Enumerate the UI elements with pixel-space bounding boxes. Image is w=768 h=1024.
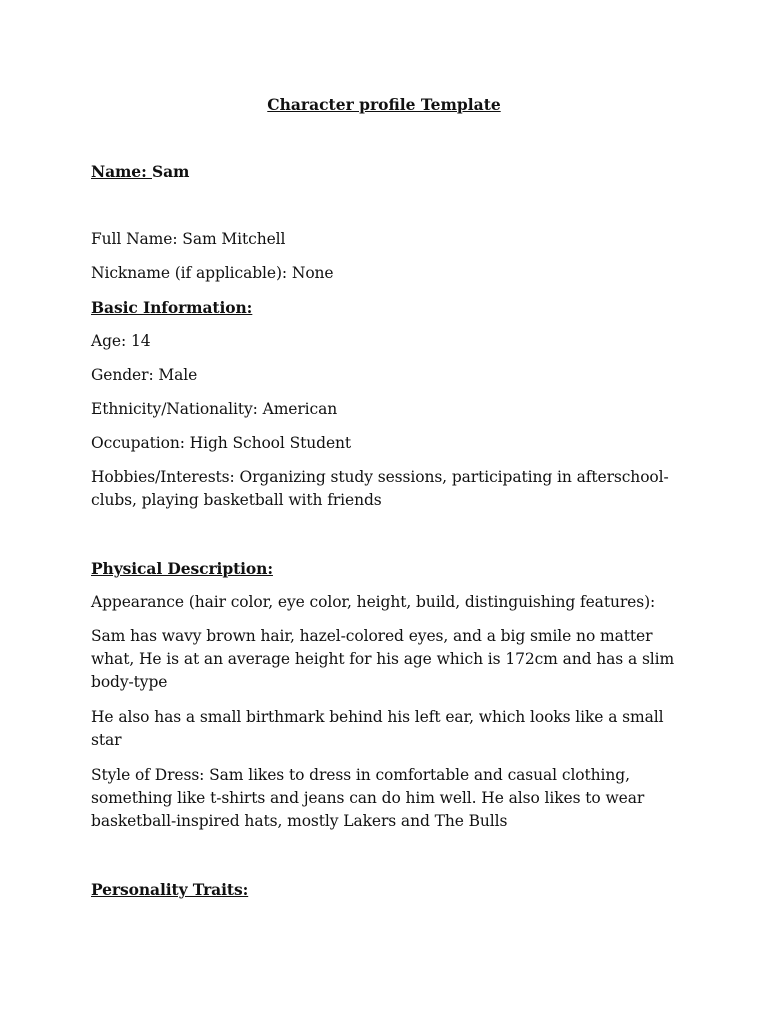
name-value: Sam	[152, 162, 190, 181]
nickname-line: Nickname (if applicable): None	[91, 264, 334, 282]
personality-traits-heading: Personality Traits:	[91, 880, 249, 899]
birthmark-paragraph: He also has a small birthmark behind his left ear, which looks like a small star	[91, 708, 664, 749]
physical-description-heading: Physical Description:	[91, 559, 273, 578]
hobbies-paragraph: Hobbies/Interests: Organizing study sessions, participating in afterschool-clubs, playing basketball with friends	[91, 468, 669, 509]
name-line	[91, 160, 189, 184]
name-label: Name:	[91, 162, 152, 181]
document-title: Character profile Template	[267, 95, 501, 114]
full-name-line: Full Name: Sam Mitchell	[91, 230, 286, 248]
basic-information-heading: Basic Information:	[91, 298, 253, 317]
appearance-paragraph: Sam has wavy brown hair, hazel-colored eyes, and a big smile no matter what, He is at an average height for his age which is 172cm and has a slim body-type	[91, 627, 675, 691]
occupation-line: Occupation: High School Student	[91, 434, 352, 452]
gender-line: Gender: Male	[91, 366, 198, 384]
ethnicity-line: Ethnicity/Nationality: American	[91, 400, 338, 418]
appearance-prompt: Appearance (hair color, eye color, height, build, distinguishing features):	[91, 593, 656, 611]
age-line: Age: 14	[91, 332, 151, 350]
style-of-dress-paragraph: Style of Dress: Sam likes to dress in comfortable and casual clothing, something like t-shirts and jeans can do him well. He also likes to wear basketball-inspired hats, mostly Lakers and The Bulls	[91, 766, 645, 830]
